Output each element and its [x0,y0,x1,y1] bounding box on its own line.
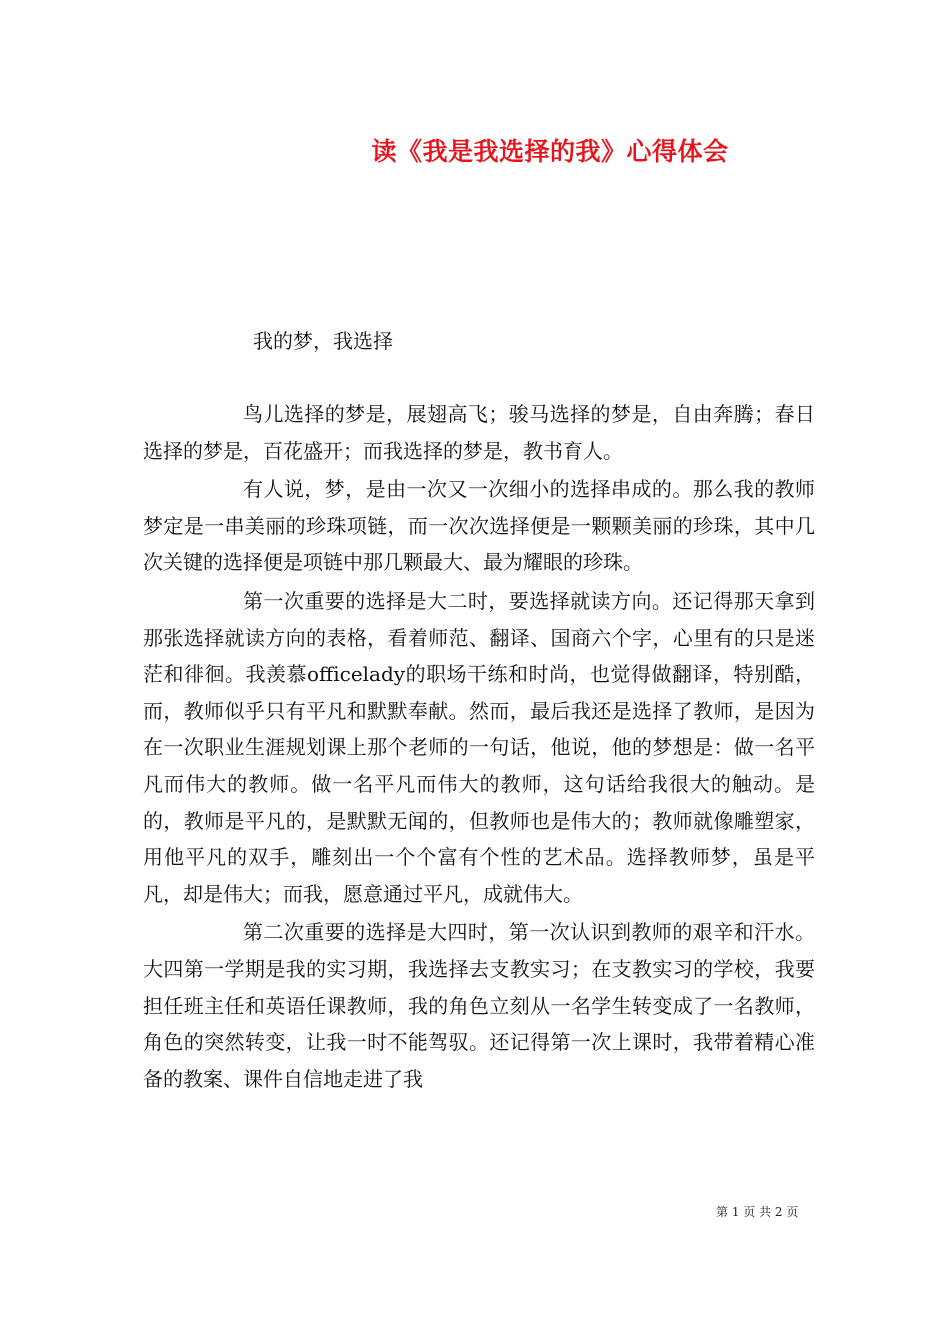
paragraph: 第二次重要的选择是大四时，第一次认识到教师的艰辛和汗水。大四第一学期是我的实习期，我选择去支教实习；在支教实习的学校，我要担任班主任和英语任课教师，我的角色立刻从一名学生转变成了一名教师，角色的突然转变，让我一时不能驾驭。还记得第一次上课时，我带着精心准备的教案、课件自信地走进了我 [143,920,815,1091]
document-body [143,396,815,1097]
document-title: 读《我是我选择的我》心得体会 [371,137,729,166]
paragraph: 鸟儿选择的梦是，展翅高飞；骏马选择的梦是，自由奔腾；春日选择的梦是，百花盛开；而我选择的梦是，教书育人。 [143,402,815,463]
document-subtitle: 我的梦，我选择 [253,329,393,353]
page-number-footer: 第 1 页 共 2 页 [716,1205,799,1219]
paragraph: 第一次重要的选择是大二时，要选择就读方向。还记得那天拿到那张选择就读方向的表格，看着师范、翻译、国商六个字，心里有的只是迷茫和徘徊。我羡慕officelady的职场干练和时尚，也觉得做翻译，特别酷，而，教师似乎只有平凡和默默奉献。然而，最后我还是选择了教师，是因为在一次职业生涯规划课上那个老师的一句话，他说，他的梦想是：做一名平凡而伟大的教师。做一名平凡而伟大的教师，这句话给我很大的触动。是的，教师是平凡的，是默默无闻的，但教师也是伟大的；教师就像雕塑家，用他平凡的双手，雕刻出一个个富有个性的艺术品。选择教师梦，虽是平凡，却是伟大；而我，愿意通过平凡，成就伟大。 [143,588,815,906]
paragraph: 有人说，梦，是由一次又一次细小的选择串成的。那么我的教师梦定是一串美丽的珍珠项链，而一次次选择便是一颗颗美丽的珍珠，其中几次关键的选择便是项链中那几颗最大、最为耀眼的珍珠。 [143,477,815,575]
